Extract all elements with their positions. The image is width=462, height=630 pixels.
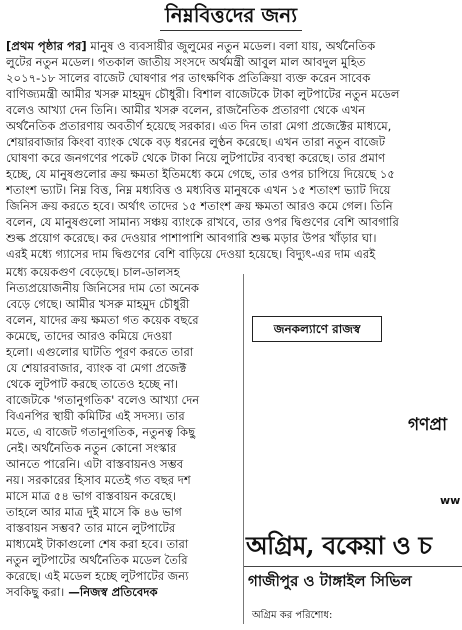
column-line-7: যে শেয়ারবাজার, ব্যাংক বা মেগা প্রজেক্ট bbox=[6, 361, 187, 375]
article-line-3: ২০১৭-১৮ সালের বাজেট ঘোষণার পর তাৎক্ষণিক প্রতিক্রিয়া ব্যক্ত করেন সাবেক bbox=[6, 71, 371, 85]
column-line-12: নেই। অর্থনৈতিক নতুন কোনো সংস্কার bbox=[6, 441, 177, 455]
article-line-7: শেয়ারবাজার কিংবা ব্যাংক থেকে বড় ধরনের লুণ্ঠন করেছে। এখন তারা নতুন বাজেট bbox=[6, 135, 386, 149]
article-line-2: লুটের নতুন মডেল। গতকাল জাতীয় সংসদে অর্থমন্ত্রী আবুল মাল আবদুল মুহিত bbox=[6, 55, 366, 69]
ad-bottom-text: অগ্রিম কর পরিশোধ: bbox=[252, 610, 333, 621]
ad-subheading: গাজীপুর ও টাঙ্গাইল সিভিল bbox=[248, 572, 412, 590]
column-line-9: বাজেটকে 'গতানুগতিক' বলেও আখ্যা দেন bbox=[6, 393, 200, 407]
ad-web-text: ww bbox=[440, 494, 461, 507]
title-underline bbox=[160, 30, 302, 31]
article-line-8: ঘোষণা করে জনগণের পকেট থেকে টাকা নিয়ে লুটপাটের ব্যবস্থা করেছে। তার প্রমাণ bbox=[6, 151, 386, 165]
article-line-9: হচ্ছে, যে মানুষগুলোর ক্রয় ক্ষমতা ইতিমধ্যে কমে গেছে, তার ওপর চাপিয়ে দিয়েছে ১৫ bbox=[6, 167, 395, 181]
column-line-18: মাধ্যমেই টাকাগুলো শেষ করা হবে। তারা bbox=[6, 537, 189, 551]
article-title: নিম্নবিত্তদের জন্য bbox=[164, 3, 297, 27]
column-line-10: বিএনপির স্থায়ী কমিটির এই সদস্য। তার bbox=[6, 409, 185, 423]
column-line-6: হলো। এগুলোর ঘাটতি পূরণ করতে তারা bbox=[6, 345, 194, 359]
column-line-15: মাসে মাত্র ৫৪ ভাগ বাস্তবায়ন করেছে। bbox=[6, 489, 177, 503]
article-line-1 bbox=[6, 38, 452, 54]
article-line-5: বলেও আখ্যা দেন তিনি। আমীর খসরু বলেন, রাজনৈতিক প্রতারণা থেকে এখন bbox=[6, 103, 366, 117]
column-line-2: নিত্যপ্রয়োজনীয় জিনিসের দাম তো অনেক bbox=[6, 281, 199, 295]
column-line-19: নতুন লুটপাটের অর্থনৈতিক মডেল তৈরি bbox=[6, 553, 188, 567]
ad-seal-text: গণপ্রা bbox=[408, 415, 448, 435]
column-line-final bbox=[6, 584, 242, 600]
ad-label-box: জনকল্যাণে রাজস্ব bbox=[252, 316, 382, 342]
ad-divider bbox=[244, 566, 462, 567]
column-line-14: নয়। সরকারের হিসাব মতেই গত বছর দশ bbox=[6, 473, 191, 487]
column-line-20: করেছে। এই মডেল হচ্ছে লুটপাটের জন্য bbox=[6, 569, 189, 583]
author-credit: —নিজস্ব প্রতিবেদক bbox=[64, 585, 158, 599]
advertisement bbox=[244, 290, 462, 630]
column-line-16: তাহলে আর মাত্র দুই মাসে কি ৪৬ ভাগ bbox=[6, 505, 182, 519]
article-line-4: বাণিজ্যমন্ত্রী আমীর খসরু মাহমুদ চৌধুরী। বিশাল বাজেটকে টাকা লুটপাটের নতুন মডেল bbox=[6, 87, 400, 101]
continuation-label: [প্রথম পৃষ্ঠার পর] bbox=[6, 39, 87, 53]
column-line-1: মধ্যে কয়েকগুণ বেড়েছে। চাল-ডালসহ bbox=[6, 265, 180, 279]
article-line-14: এরই মধ্যে গ্যাসের দাম দ্বিগুণের বেশি বাড়িয়ে দেওয়া হয়েছে। বিদ্যুৎ-এর দাম এরই bbox=[6, 247, 376, 261]
column-line-8: থেকে লুটপাট করছে তাতেও হচ্ছে না। bbox=[6, 377, 179, 391]
article-line-6: অর্থনৈতিক প্রতারণায় অবতীর্ণ হয়েছে সরকার। এত দিন তারা মেগা প্রজেক্টের মাধ্যমে, bbox=[6, 119, 392, 133]
article-line-13: শুল্ক প্রয়োগ করেছে। কর দেওয়ার পাশাপাশি আবগারি শুল্ক মড়ার উপর খাঁড়ার ঘা। bbox=[6, 231, 377, 245]
column-line-11: মতে, এ বাজেট গতানুগতিক, নতুনত্ব কিছু bbox=[6, 425, 196, 439]
column-line-5: কমেছে, তাদের আরও কমিয়ে দেওয়া bbox=[6, 329, 172, 343]
article-line-12: বলেন, যে মানুষগুলো সামান্য সঞ্চয় ব্যাংকে রাখবে, তার ওপর দ্বিগুণের বেশি আবগারি bbox=[6, 215, 399, 229]
article-text: মানুষ ও ব্যবসায়ীর জুলুমের নতুন মডেল। বলা যায়, অর্থনৈতিক bbox=[90, 39, 376, 53]
article-text: সবকিছু করা। bbox=[6, 585, 65, 599]
column-line-13: আনতে পারেনি। এটা বাস্তবায়নও সম্ভব bbox=[6, 457, 184, 471]
article-line-11: জিনিস ক্রয় করতে হবে। অর্থাৎ তাদের ১৫ শতাংশ ক্রয় ক্ষমতা আরও কমে গেল। তিনি bbox=[6, 199, 393, 213]
column-line-4: বলেন, যাদের ক্রয় ক্ষমতা গত কয়েক বছরে bbox=[6, 313, 199, 327]
column-line-17: বাস্তবায়ন সম্ভব? তার মানে লুটপাটের bbox=[6, 521, 176, 535]
article-line-10: শতাংশ ভ্যাট। নিম্ন বিত্ত, নিম্ন মধ্যবিত্ত ও মধ্যবিত্ত মানুষকে এখন ১৫ শতাংশ ভ্যাট দিয়ে bbox=[6, 183, 391, 197]
column-line-3: বেড়ে গেছে। আমীর খসরু মাহমুদ চৌধুরী bbox=[6, 297, 190, 311]
ad-heading: অগ্রিম, বকেয়া ও চ bbox=[246, 531, 432, 560]
